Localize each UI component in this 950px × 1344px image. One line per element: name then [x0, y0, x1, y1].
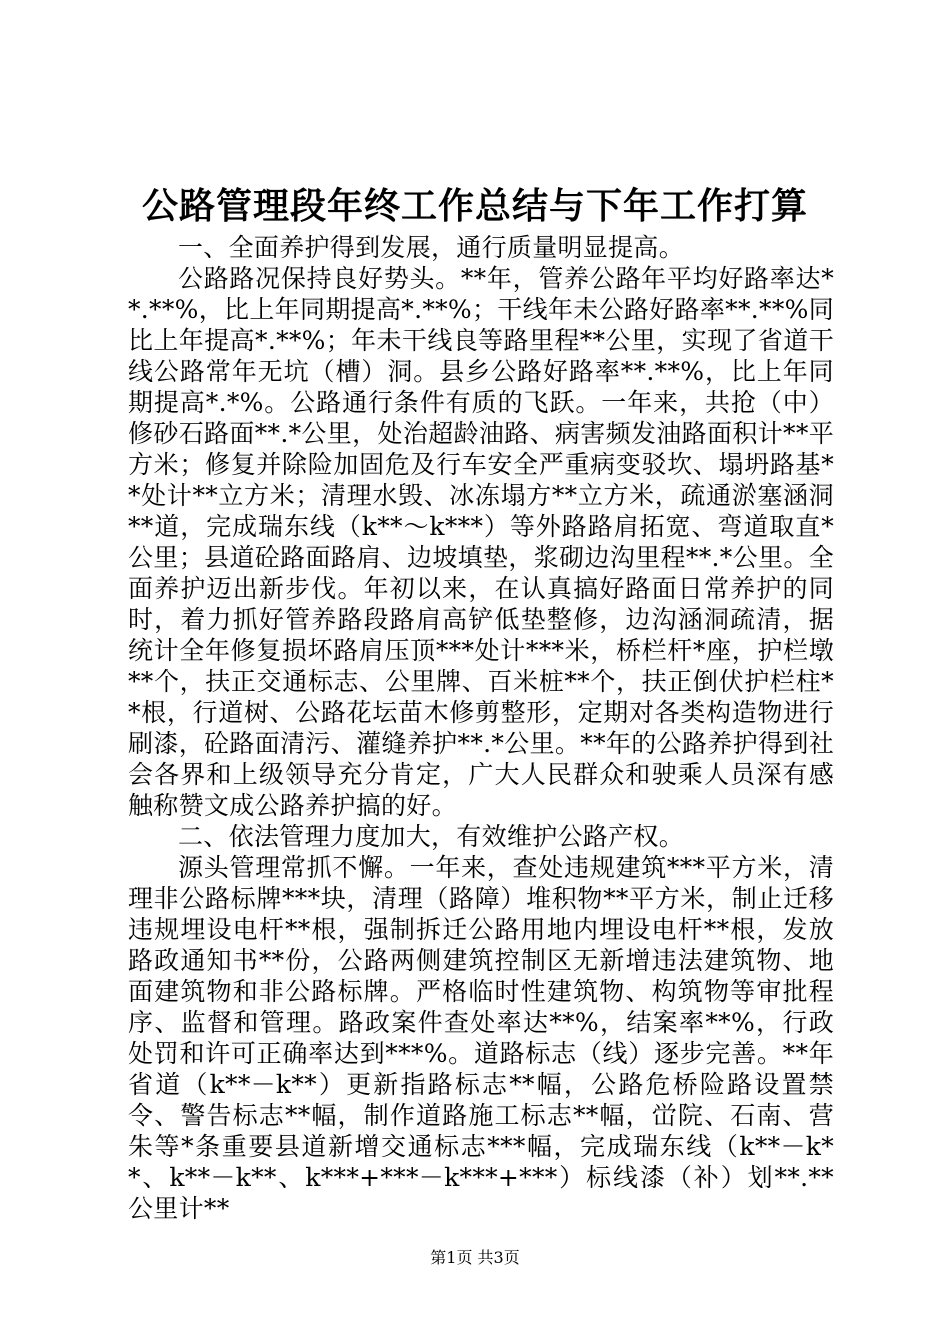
section-heading-2: 二、依法管理力度加大，有效维护公路产权。 [178, 822, 685, 851]
paragraph-maintenance: 公路路况保持良好势头。**年，管养公路年平均好路率达**.**%，比上年同期提高*.**%；干线年未公路好路率**.**%同比上年提高*.**%；年未干线良等路里程**公里，实现了省道干线公路常年无坑（槽）洞。县乡公路好路率**.**%，比上年同期提高*.*%。公路通行条件有质的飞跃。一年来，共抢（中）修砂石路面**.*公里，处治超龄油路、病害频发油路面积计**平方米；修复并除险加固危及行车安全严重病变驳坎、塌坍路基**处计**立方米；清理水毁、冰冻塌方**立方米，疏通淤塞涵洞**道，完成瑞东线（k**～k***）等外路路肩拓宽、弯道取直*公里；县道砼路面路肩、边坡填垫，浆砌边沟里程**.*公里。全面养护迈出新步伐。年初以来，在认真搞好路面日常养护的同时，着力抓好管养路段路肩高铲低垫整修，边沟涵洞疏清，据统计全年修复损坏路肩压顶***处计***米，桥栏杆*座，护栏墩**个，扶正交通标志、公里牌、百米桩**个，扶正倒伏护栏柱**根，行道树、公路花坛苗木修剪整形，定期对各类构造物进行刷漆，砼路面清污、灌缝养护**.*公里。**年的公路养护得到社会各界和上级领导充分肯定，广大人民群众和驶乘人员深有感触称赞文成公路养护搞的好。 [128, 264, 834, 820]
paragraph-management: 源头管理常抓不懈。一年来，查处违规建筑***平方米，清理非公路标牌***块，清理（路障）堆积物**平方米，制止迁移违规埋设电杆**根，强制拆迁公路用地内埋设电杆**根，发放路政通知书**份，公路两侧建筑控制区无新增违法建筑物、地面建筑物和非公路标牌。严格临时性建筑物、构筑物等审批程序、监督和管理。路政案件查处率达**%，结案率**%，行政处罚和许可正确率达到***%。道路标志（线）逐步完善。**年省道（k**－k**）更新指路标志**幅，公路危桥险路设置禁令、警告标志**幅，制作道路施工标志**幅，峃院、石南、营朱等*条重要县道新增交通标志***幅，完成瑞东线（k**－k**、k**－k**、k***+***－k***+***）标线漆（补）划**.**公里计** [128, 853, 834, 1223]
page-number-footer: 第1页 共3页 [430, 1248, 520, 1267]
document-title: 公路管理段年终工作总结与下年工作打算 [141, 186, 808, 227]
section-heading-1: 一、全面养护得到发展，通行质量明显提高。 [178, 233, 685, 262]
document-body [128, 232, 834, 1224]
